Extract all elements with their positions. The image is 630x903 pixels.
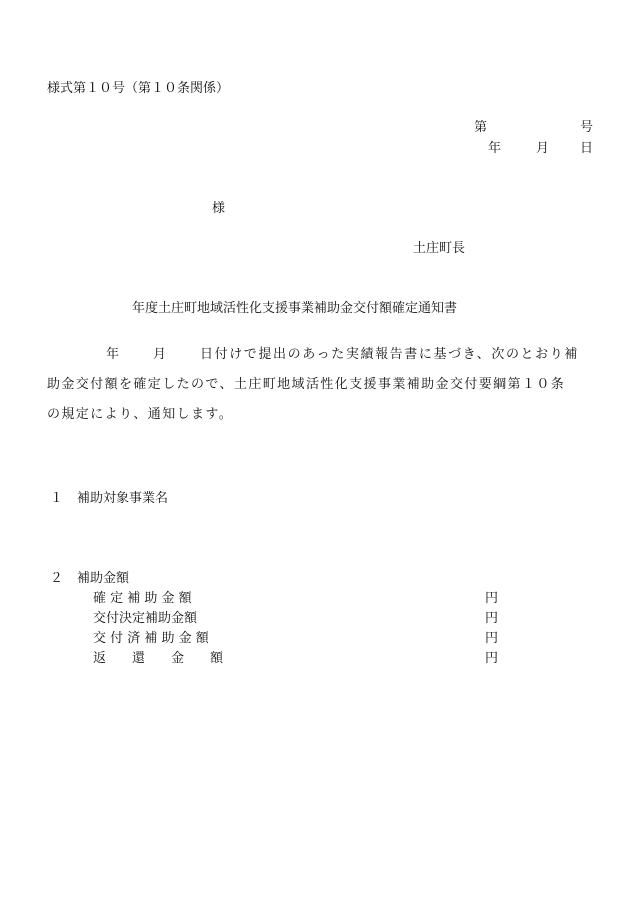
date-day: 日 bbox=[580, 141, 594, 156]
body-date-year: 年 bbox=[106, 347, 120, 362]
section-2-number: ２ bbox=[50, 571, 64, 586]
row-confirmed-amount-unit: 円 bbox=[485, 591, 499, 606]
row-decided-amount-unit: 円 bbox=[485, 611, 499, 626]
body-line-3: の規定により、通知します。 bbox=[47, 407, 234, 422]
row-refund-amount-label: 返 還 金 額 bbox=[93, 651, 224, 666]
body-date-month: 月 bbox=[153, 347, 167, 362]
row-decided-amount-label: 交付決定補助金額 bbox=[93, 611, 198, 626]
section-2-label: 補助金額 bbox=[77, 571, 130, 586]
row-paid-amount-unit: 円 bbox=[485, 631, 499, 646]
section-1-number: １ bbox=[50, 491, 64, 506]
row-paid-amount-label: 交 付 済 補 助 金 額 bbox=[93, 631, 209, 646]
body-line-1: 日付けで提出のあった実績報告書に基づき、次のとおり補 bbox=[200, 347, 579, 362]
date-year: 年 bbox=[488, 141, 502, 156]
section-1-label: 補助対象事業名 bbox=[77, 491, 169, 506]
form-id: 様式第１０号（第１０条関係） bbox=[47, 81, 230, 96]
doc-number-suffix: 号 bbox=[580, 120, 594, 135]
addressee-suffix: 様 bbox=[212, 201, 226, 216]
sender-name: 土庄町長 bbox=[413, 241, 466, 256]
body-line-2: 助金交付額を確定したので、土庄町地域活性化支援事業補助金交付要綱第１０条 bbox=[47, 377, 566, 392]
row-confirmed-amount-label: 確 定 補 助 金 額 bbox=[93, 591, 192, 606]
date-month: 月 bbox=[536, 141, 550, 156]
document-title: 年度土庄町地域活性化支援事業補助金交付額確定通知書 bbox=[132, 301, 458, 316]
doc-number-prefix: 第 bbox=[474, 120, 488, 135]
row-refund-amount-unit: 円 bbox=[485, 651, 499, 666]
